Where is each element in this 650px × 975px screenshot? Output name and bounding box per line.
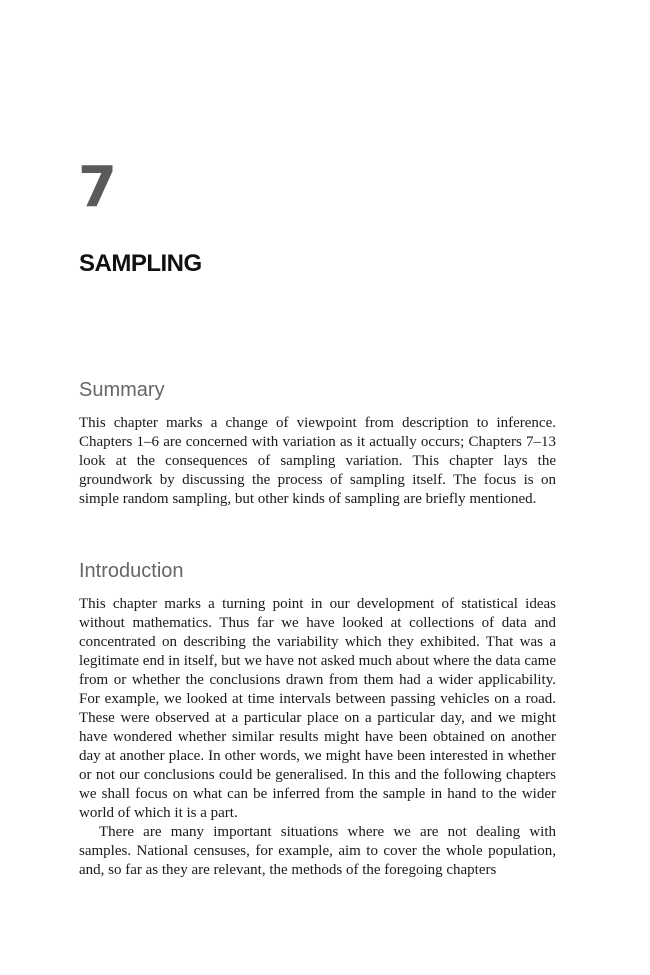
introduction-heading: Introduction (79, 560, 184, 582)
chapter-title: SAMPLING (79, 250, 202, 277)
summary-paragraph: This chapter marks a change of viewpoint from description to inference. Chapters 1–6 are concerned with variation as it actually occurs; Chapters 7–13 look at the consequences of sampling variation. This chapter lays the groundwork by discussing the process of sampling itself. The focus is on simple random sampling, but other kinds of sampling are briefly mentioned. (79, 415, 556, 507)
introduction-body (79, 595, 556, 880)
summary-heading: Summary (79, 379, 165, 401)
chapter-number: 7 (78, 155, 117, 220)
introduction-paragraph: There are many important situations where we are not dealing with samples. National censuses, for example, aim to cover the whole population, and, so far as they are relevant, the methods of the foregoing chapters (79, 824, 556, 878)
introduction-paragraph: This chapter marks a turning point in our development of statistical ideas without mathematics. Thus far we have looked at collections of data and concentrated on describing the variability which they exhibited. That was a legitimate end in itself, but we have not asked much about where the data came from or whether the conclusions drawn from them had a wider applicability. For example, we looked at time intervals between passing vehicles on a road. These were observed at a particular place on a particular day, and we might have wondered whether similar results might have been obtained on another day at another place. In other words, we might have been interested in whether or not our conclusions could be generalised. In this and the following chapters we shall focus on what can be inferred from the sample in hand to the wider world of which it is a part. (79, 596, 556, 821)
